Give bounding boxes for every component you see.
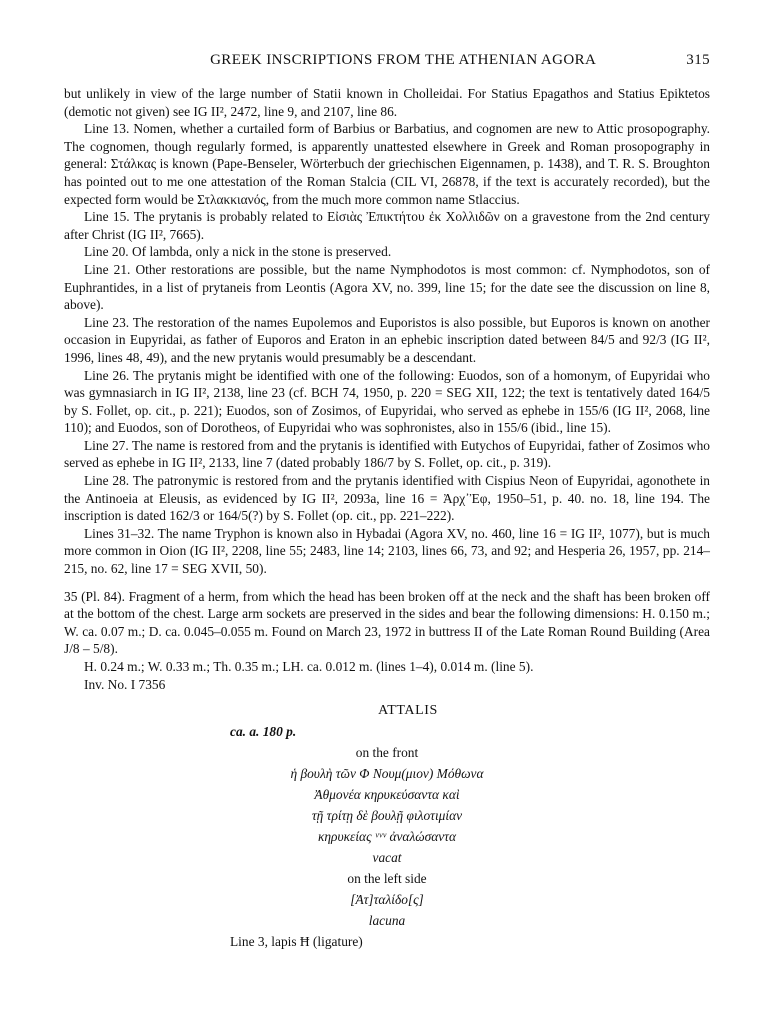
page-number: 315 <box>686 52 710 68</box>
commentary-paragraph: Line 28. The patronymic is restored from and the prytanis identified with Cispius Neon of Eupyridai, agonothete in the Antinoeia at Eleusis, as evidenced by IG II², 2093a, line 16 = Ἀρχ᾽Ἐφ, 1950–51, p. 40. no. 18, line 194. The inscription is dated 162/3 or 164/5(?) by S. Follet (op. cit., pp. 221–222). <box>64 473 710 524</box>
inscription-date: ca. a. 180 p. <box>230 724 297 740</box>
commentary-paragraph: Lines 31–32. The name Tryphon is known also in Hybadai (Agora XV, no. 460, line 16 = IG II², 1077), but is much more common in Oion (IG II², 2208, line 55; 2483, line 14; 2103, lines 66, 73, and 92; and Hesperia 26, 1957, pp. 214–215, no. 62, line 17 = SEG XVII, 50). <box>64 525 710 577</box>
ligature-note: Line 3, lapis Ħ (ligature) <box>230 934 363 950</box>
inscription-line: Ἀθμονέα κηρυκεύσαντα καὶ <box>314 787 460 803</box>
inscription-title: ATTALIS <box>378 703 438 719</box>
left-side-label: on the left side <box>347 871 427 887</box>
inscription-line: ἡ βουλὴ τῶν Φ Νουμ(μιον) Μόθωνα <box>290 766 484 782</box>
inventory-number: Inv. No. I 7356 <box>84 676 166 692</box>
lacuna-marker: lacuna <box>368 913 406 929</box>
commentary-paragraph: but unlikely in view of the large number of Statii known in Cholleidai. For Statius Epagathos and Statius Epiktetos (demotic not given) see IG II², 2472, line 9, and 2107, line 86. <box>64 86 710 119</box>
inscription-line: τῇ τρίτῃ δὲ βουλῇ φιλοτιμίαν <box>311 808 463 824</box>
commentary-paragraph: Line 27. The name is restored from and the prytanis is identified with Eutychos of Eupyridai, father of Zosimos who served as ephebe in IG II², 2133, line 7 (dated probably 186/7 by S. Follet, op. cit., p. 319). <box>64 437 710 471</box>
running-header <box>64 52 710 69</box>
vacat-marker: vacat <box>372 850 402 866</box>
commentary-paragraph: Line 13. Nomen, whether a curtailed form of Barbius or Barbatius, and cognomen are new to Attic prosopography. The cognomen, though regularly formed, is apparently unattested elsewhere in Greek and Roman prosopography in general: Στάλκας is known (Pape-Benseler, Wörterbuch der griechischen Eigennamen, p. 1438), and T. R. S. Broughton has pointed out to me one attestation of the Roman Stalcia (CIL VI, 26878, if the text is accurately recorded), but the expected form would be Στλακκιανός, from the much more common name Stlaccius. <box>64 121 710 207</box>
commentary-paragraph: Line 23. The restoration of the names Eupolemos and Euporistos is also possible, but Euporos is known on another occasion in Eupyridai, as father of Euporos and Eraton in an ephebic inscription dated between 84/5 and 92/3 (IG II², 1996, lines 48, 49), and the new prytanis would presumably be a descendant. <box>64 314 710 365</box>
commentary-paragraph: Line 26. The prytanis might be identified with one of the following: Euodos, son of a homonym, of Eupyridai who was gymnasiarch in IG II², 2138, line 23 (cf. BCH 74, 1950, p. 220 = SEG XII, 122; the text is tentatively dated 164/5 by S. Follet, op. cit., p. 221); Euodos, son of Zosimos, of Eupyridai, who served as ephebe in 155/6 (IG II², 2068, line 110); and Euodos, son of Dorotheos, of Eupyridai who was sophronistes, also in 155/6 (ibid., line 15). <box>64 367 710 436</box>
commentary-paragraph: Line 15. The prytanis is probably related to Εἰσιὰς Ἐπικτήτου ἐκ Χολλιδῶν on a gravestone from the 2nd century after Christ (IG II², 7665). <box>64 209 710 242</box>
commentary-paragraph: Line 20. Of lambda, only a nick in the stone is preserved. <box>84 244 392 260</box>
catalogue-entry: 35 (Pl. 84). Fragment of a herm, from which the head has been broken off at the neck and the shaft has been broken off at the bottom of the chest. Large arm sockets are preserved in the sides and bear the following dimensions: H. 0.150 m.; W. ca. 0.07 m.; D. ca. 0.045–0.055 m. Found on March 23, 1972 in buttress II of the Late Roman Round Building (Area J/8 – 5/8). <box>64 588 710 657</box>
inscription-line: κηρυκείας ᵛᵛᵛ ἀναλώσαντα <box>317 829 456 845</box>
front-label: on the front <box>355 745 419 761</box>
journal-page <box>64 52 710 952</box>
entry-dimensions: H. 0.24 m.; W. 0.33 m.; Th. 0.35 m.; LH. ca. 0.012 m. (lines 1–4), 0.014 m. (line 5). <box>84 659 534 674</box>
commentary-paragraph: Line 21. Other restorations are possible, but the name Nymphodotos is most common: cf. Nymphodotos, son of Euphrantides, in a list of prytaneis from Leontis (Agora XV, no. 399, line 15; for the date see the discussion on line 8, above). <box>64 261 710 313</box>
running-title: GREEK INSCRIPTIONS FROM THE ATHENIAN AGORA <box>210 52 597 68</box>
left-side-line: [Ἀτ]ταλίδο[ς] <box>350 892 424 908</box>
